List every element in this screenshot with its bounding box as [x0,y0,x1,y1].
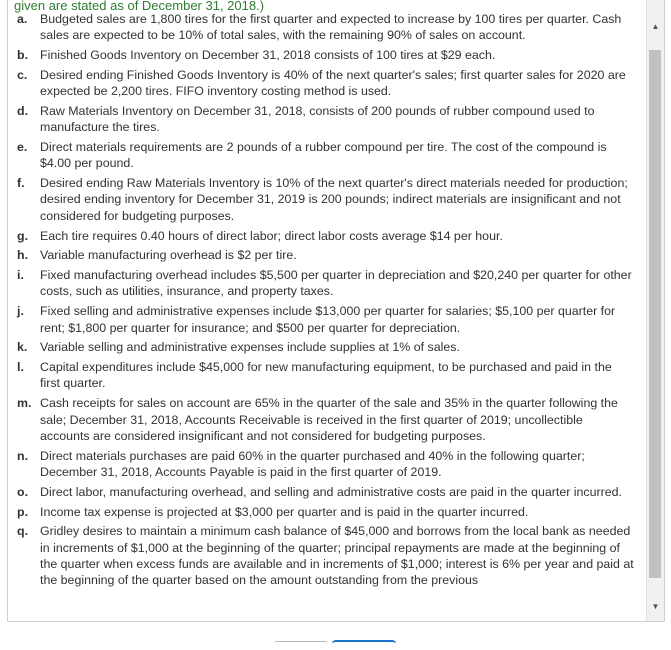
item-text: Budgeted sales are 1,800 tires for the first quarter and expected to increase by 100 tires per quarter. Cash sales are expected to be 10% of total sales, with the remaining 90% of sales on account. [40,12,622,43]
item-label: l. [17,360,24,375]
item-text: Finished Goods Inventory on December 31, 2018 consists of 100 tires at $29 each. [40,48,496,63]
problem-text-panel[interactable] [7,0,665,622]
item-text: Variable manufacturing overhead is $2 per tire. [40,248,297,263]
list-item [13,339,634,355]
item-label: f. [17,176,25,191]
item-label: b. [17,48,29,63]
assumptions-list [13,11,634,589]
triangle-up-icon: ▲ [651,22,660,31]
triangle-down-icon: ▼ [651,602,660,611]
item-label: i. [17,268,24,283]
scroll-up-button[interactable] [647,18,664,35]
item-text: Desired ending Finished Goods Inventory is 40% of the next quarter's sales; first quarter sales for 2020 are expected be 2,200 tires. FIFO inventory costing method is used. [40,67,626,99]
item-label: o. [17,484,29,499]
item-label: h. [17,248,29,263]
list-item [13,67,634,100]
item-label: e. [17,140,28,155]
item-label: p. [17,504,29,519]
item-label: m. [17,396,32,411]
list-item [13,504,634,520]
item-text: Fixed selling and administrative expenses include $13,000 per quarter for salaries; $5,100 per quarter for rent; $1,800 per quarter for insurance; and $500 per quarter for depreciation. [40,304,616,335]
list-item [13,448,634,481]
list-item [13,359,634,392]
item-text: Raw Materials Inventory on December 31, 2018, consists of 200 pounds of rubber compound used to manufacture the tires. [40,103,595,135]
intro-text: given are stated as of December 31, 2018.) [14,0,265,13]
scroll-thumb[interactable] [649,50,661,578]
scroll-down-button[interactable] [647,598,664,615]
item-label: c. [17,67,28,82]
footer-buttons [0,637,671,645]
item-label: a. [17,12,28,26]
list-item [13,267,634,300]
item-text: Each tire requires 0.40 hours of direct labor; direct labor costs average $14 per hour. [40,228,503,243]
item-text: Gridley desires to maintain a minimum cash balance of $45,000 and borrows from the local bank as needed in increments of $1,000 at the beginning of the quarter; principal repayments are made at the beginning of the quarter when excess funds are available and in increments of $1,000; interest is 6% per year and paid at the beginning of the quarter based on the amount outstanding from the previous [40,524,634,588]
item-text: Income tax expense is projected at $3,000 per quarter and is paid in the quarter incurred. [40,504,529,519]
item-label: d. [17,103,29,118]
item-text: Direct materials requirements are 2 pounds of a rubber compound per tire. The cost of the compound is $4.00 per pound. [40,140,607,171]
item-text: Variable selling and administrative expenses include supplies at 1% of sales. [40,340,460,355]
vertical-scrollbar[interactable] [646,0,664,621]
item-text: Fixed manufacturing overhead includes $5,500 per quarter in depreciation and $20,240 per quarter for other costs, such as utilities, insurance, and property taxes. [40,268,632,299]
item-label: j. [17,304,24,319]
list-item [13,175,634,224]
item-text: Capital expenditures include $45,000 for new manufacturing equipment, to be purchased and paid in the first quarter. [40,360,612,391]
list-item [13,139,634,172]
item-label: n. [17,448,29,463]
list-item [13,47,634,63]
next-button[interactable] [332,640,396,650]
list-item [13,523,634,588]
item-text: Direct labor, manufacturing overhead, and selling and administrative costs are paid in the quarter incurred. [40,484,622,499]
list-item [13,103,634,136]
list-item [13,228,634,244]
item-text: Desired ending Raw Materials Inventory is 10% of the next quarter's direct materials needed for production; desired ending inventory for December 31, 2019 is 200 pounds; indirect materials are insignificant and not considered for budgeting purposes. [40,176,628,223]
item-text: Cash receipts for sales on account are 65% in the quarter of the sale and 35% in the quarter following the sale; December 31, 2018, Accounts Receivable is received in the first quarter of 2019; uncollectible accounts are considered insignificant and not considered for budgeting purposes. [40,396,618,443]
problem-content [13,11,634,592]
item-text: Direct materials purchases are paid 60% in the quarter purchased and 40% in the following quarter; December 31, 2018, Accounts Payable is paid in the first quarter of 2019. [40,448,585,479]
item-label: g. [17,228,29,243]
item-label: q. [17,524,29,539]
list-item [13,395,634,444]
item-label: k. [17,340,28,355]
list-item [13,484,634,500]
list-item [13,303,634,336]
list-item [13,247,634,263]
list-item [13,11,634,44]
